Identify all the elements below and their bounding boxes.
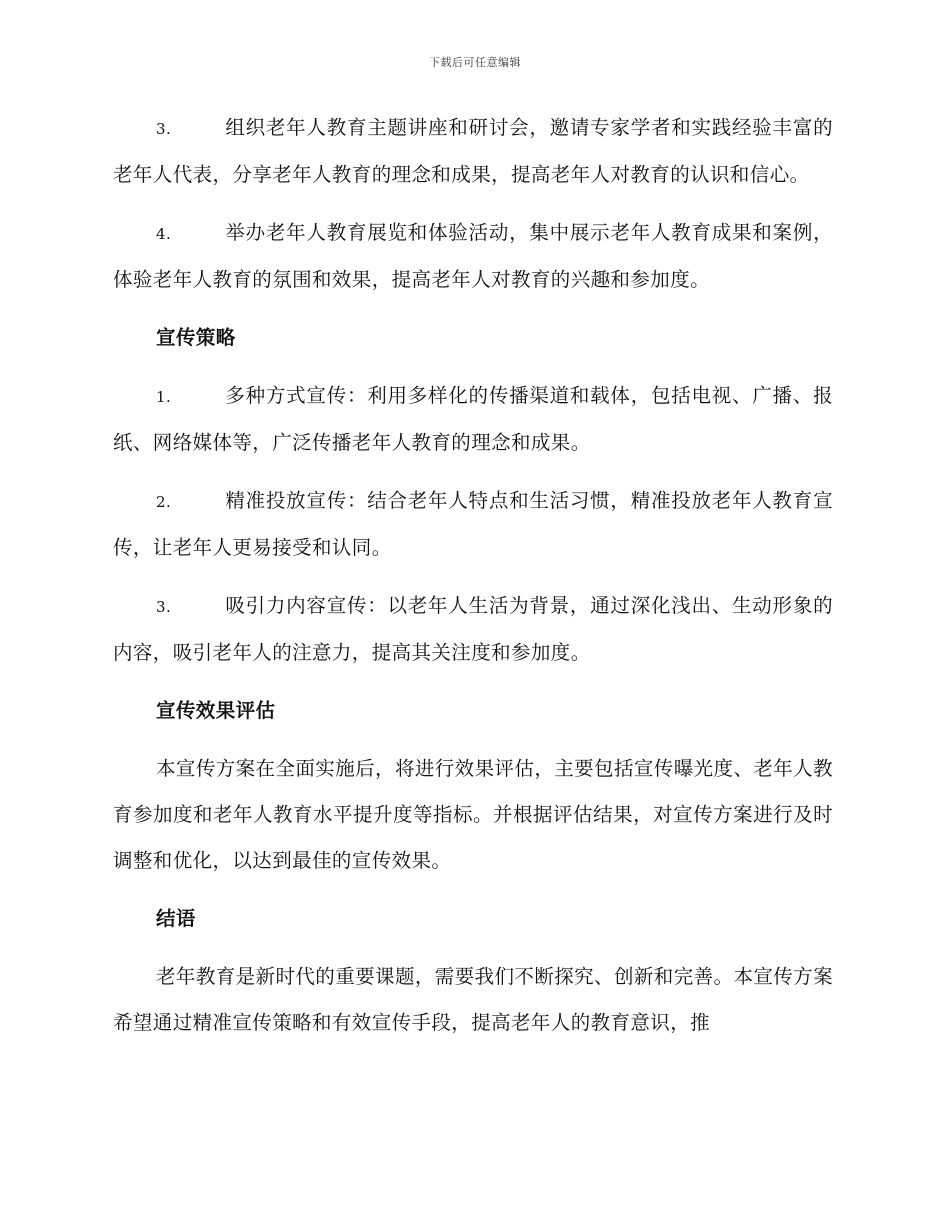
- list-item-text: 吸引力内容宣传：以老年人生活为背景，通过深化浅出、生动形象的内容，吸引老年人的注意力，提高其关注度和参加度。: [113, 594, 833, 664]
- section-heading-strategy: 宣传策略: [156, 326, 236, 349]
- evaluation-paragraph: 本宣传方案在全面实施后，将进行效果评估，主要包括宣传曝光度、老年人教育参加度和老年人教育水平提升度等指标。并根据评估结果，对宣传方案进行及时调整和优化，以达到最佳的宣传效果。: [113, 757, 833, 872]
- list-number: 4.: [156, 225, 172, 243]
- list-number: 3.: [156, 598, 172, 616]
- strategy-item-2: [113, 478, 833, 571]
- list-number: 1.: [156, 388, 172, 406]
- list-item-text: 多种方式宣传：利用多样化的传播渠道和载体，包括电视、广播、报纸、网络媒体等，广泛传播老年人教育的理念和成果。: [113, 384, 833, 454]
- list-item-text: 举办老年人教育展览和体验活动，集中展示老年人教育成果和案例，体验老年人教育的氛围和效果，提高老年人对教育的兴趣和参加度。: [113, 221, 833, 291]
- activity-item-4: [113, 210, 833, 303]
- list-number: 2.: [156, 493, 172, 511]
- section-heading-conclusion: 结语: [156, 907, 196, 930]
- document-body: [113, 105, 833, 1046]
- activity-item-3: [113, 105, 833, 198]
- list-number: 3.: [156, 120, 172, 138]
- list-item-text: 精准投放宣传：结合老年人特点和生活习惯，精准投放老年人教育宣传，让老年人更易接受和认同。: [113, 489, 833, 559]
- list-item-text: 组织老年人教育主题讲座和研讨会，邀请专家学者和实践经验丰富的老年人代表，分享老年人教育的理念和成果，提高老年人对教育的认识和信心。: [113, 116, 833, 186]
- page-header: 下载后可任意编辑: [429, 56, 521, 69]
- strategy-item-3: [113, 583, 833, 676]
- section-heading-evaluation: 宣传效果评估: [156, 699, 276, 722]
- conclusion-paragraph: 老年教育是新时代的重要课题，需要我们不断探究、创新和完善。本宣传方案希望通过精准宣传策略和有效宣传手段，提高老年人的教育意识，推: [113, 965, 833, 1034]
- strategy-item-1: [113, 373, 833, 466]
